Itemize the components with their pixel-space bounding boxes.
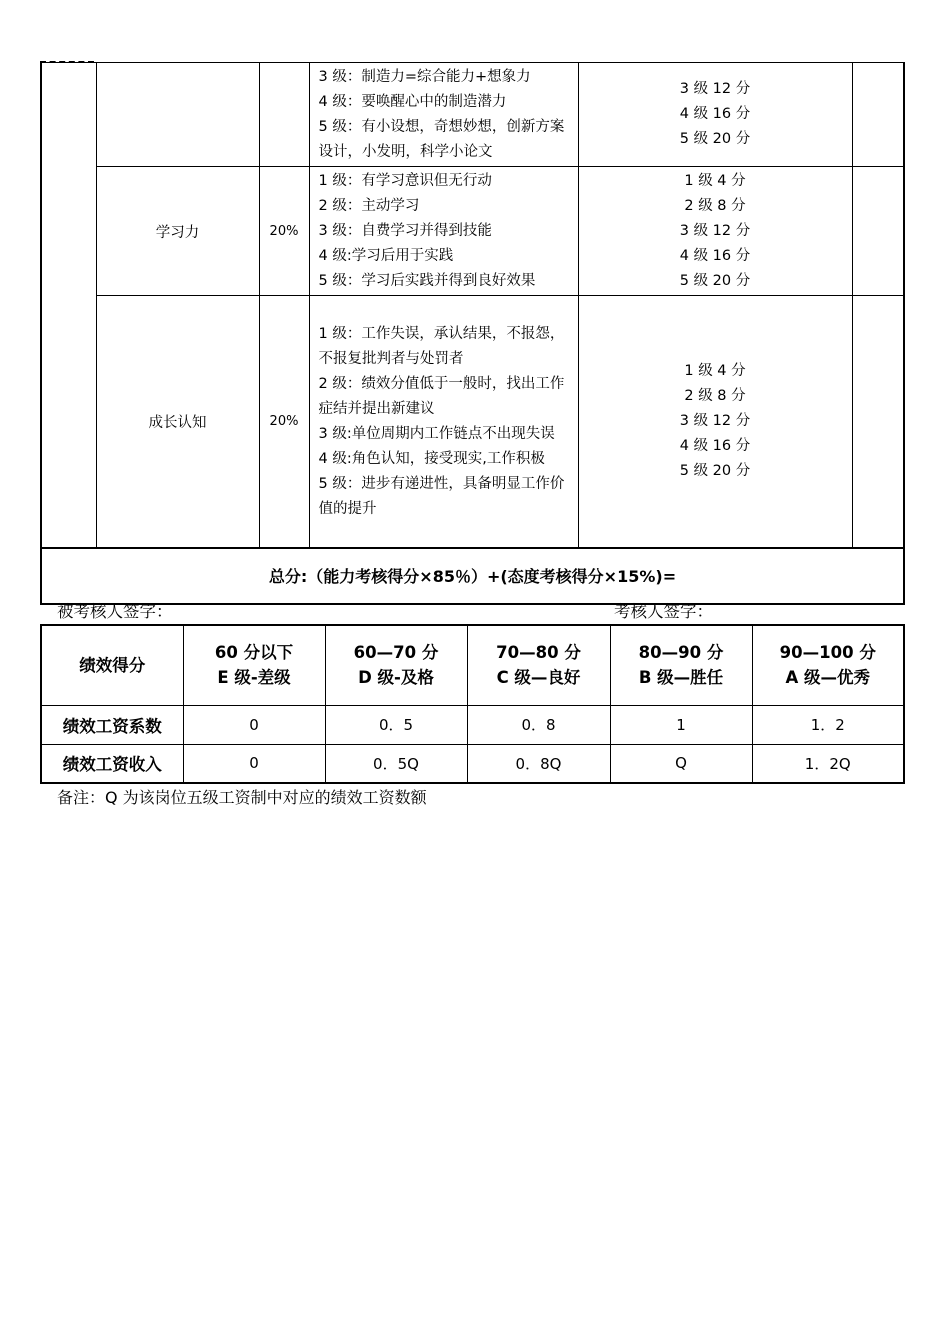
criteria-line: 4 级:角色认知，接受现实,工作积极 [318, 450, 545, 467]
weight-cell: 20% [259, 296, 309, 548]
income-value: Q [610, 744, 752, 783]
item-name-cell: 学习力 [96, 167, 259, 296]
remark-cell [852, 63, 904, 167]
table-row [41, 296, 904, 548]
coefficient-value: 1 [610, 705, 752, 744]
criteria-line: 3 级：自费学习并得到技能 [318, 223, 492, 239]
criteria-cell [309, 63, 578, 167]
income-value: 0．5Q [325, 744, 467, 783]
score-line: 3 级 12 分 [679, 222, 751, 239]
coefficient-value: 0．8 [467, 705, 610, 744]
grade-table [40, 624, 905, 784]
score-line: 4 级 16 分 [679, 437, 751, 454]
coefficient-label: 绩效工资系数 [41, 705, 183, 744]
grade-level: A 级—优秀 [785, 668, 870, 688]
coefficient-value: 1．2 [752, 705, 904, 744]
total-row [41, 548, 904, 604]
criteria-line: 1 级：工作失误，承认结果，不报怨，不报复批判者与处罚者 [318, 325, 565, 367]
score-line: 4 级 16 分 [679, 106, 751, 122]
remark-cell [852, 296, 904, 548]
grade-level: D 级-及格 [358, 668, 434, 688]
grade-range: 60 分以下 [214, 643, 294, 663]
score-line: 4 级 16 分 [679, 247, 751, 264]
weight-cell [259, 63, 309, 167]
grade-cell-c [467, 625, 610, 705]
score-line: 5 级 20 分 [679, 272, 751, 289]
score-line: 3 级 12 分 [679, 412, 751, 429]
criteria-line: 5 级：进步有递进性，具备明显工作价值的提升 [318, 475, 565, 517]
grade-range: 90—100 分 [779, 643, 876, 663]
score-cell [578, 167, 852, 296]
criteria-line: 3 级:单位周期内工作链点不出现失误 [318, 425, 555, 442]
total-formula: 总分:（能力考核得分×85％）+(态度考核得分×15%)= [41, 548, 904, 604]
grade-range: 70—80 分 [496, 643, 581, 663]
criteria-cell [309, 296, 578, 548]
coefficient-value: 0．5 [325, 705, 467, 744]
item-name-cell [96, 63, 259, 167]
score-cell [578, 63, 852, 167]
income-value: 0．8Q [467, 744, 610, 783]
ability-assessment-table [40, 62, 905, 605]
grade-cell-d [325, 625, 467, 705]
remark-cell [852, 167, 904, 296]
grade-level: B 级—胜任 [638, 668, 724, 688]
criteria-line: 4 级：要唤醒心中的制造潜力 [318, 94, 507, 110]
criteria-line: 4 级:学习后用于实践 [318, 248, 454, 264]
score-line: 2 级 8 分 [684, 387, 746, 404]
criteria-cell [309, 167, 578, 296]
score-line: 5 级 20 分 [679, 462, 751, 479]
grade-range: 80—90 分 [638, 643, 724, 663]
grade-range: 60—70 分 [353, 643, 439, 663]
income-value: 0 [183, 744, 325, 783]
grade-cell-a [752, 625, 904, 705]
category-cell [41, 63, 96, 548]
criteria-line: 3 级：制造力=综合能力+想象力 [318, 69, 531, 85]
assessor-signature-label: 考核人签字： [614, 602, 713, 621]
score-line: 1 级 4 分 [684, 362, 746, 379]
income-value: 1．2Q [752, 744, 904, 783]
grade-cell-b [610, 625, 752, 705]
coefficient-row [41, 705, 904, 744]
grade-level: C 级—良好 [496, 668, 581, 688]
coefficient-value: 0 [183, 705, 325, 744]
weight-cell: 20% [259, 167, 309, 296]
remark-note: 备注：Q 为该岗位五级工资制中对应的绩效工资数额 [57, 788, 427, 807]
grade-level: E 级-差级 [217, 668, 291, 688]
score-line: 5 级 20 分 [679, 131, 751, 147]
income-label: 绩效工资收入 [41, 744, 183, 783]
score-line: 1 级 4 分 [684, 172, 746, 189]
score-cell [578, 296, 852, 548]
score-line: 3 级 12 分 [679, 81, 751, 97]
criteria-line: 5 级：有小设想，奇想妙想，创新方案设计，小发明，科学小论文 [318, 119, 565, 160]
grade-cell-e [183, 625, 325, 705]
criteria-line: 1 级：有学习意识但无行动 [318, 173, 492, 189]
criteria-line: 2 级：主动学习 [318, 198, 420, 214]
criteria-line: 2 级：绩效分值低于一般时，找出工作症结并提出新建议 [318, 375, 565, 417]
income-row [41, 744, 904, 783]
table-row [41, 167, 904, 296]
assessee-signature-label: 被考核人签字： [57, 602, 173, 621]
score-line: 2 级 8 分 [684, 197, 746, 214]
table-row [41, 63, 904, 167]
criteria-line: 5 级：学习后实践并得到良好效果 [318, 273, 536, 289]
grade-header-row [41, 625, 904, 705]
header-label: 绩效得分 [41, 625, 183, 705]
item-name-cell: 成长认知 [96, 296, 259, 548]
